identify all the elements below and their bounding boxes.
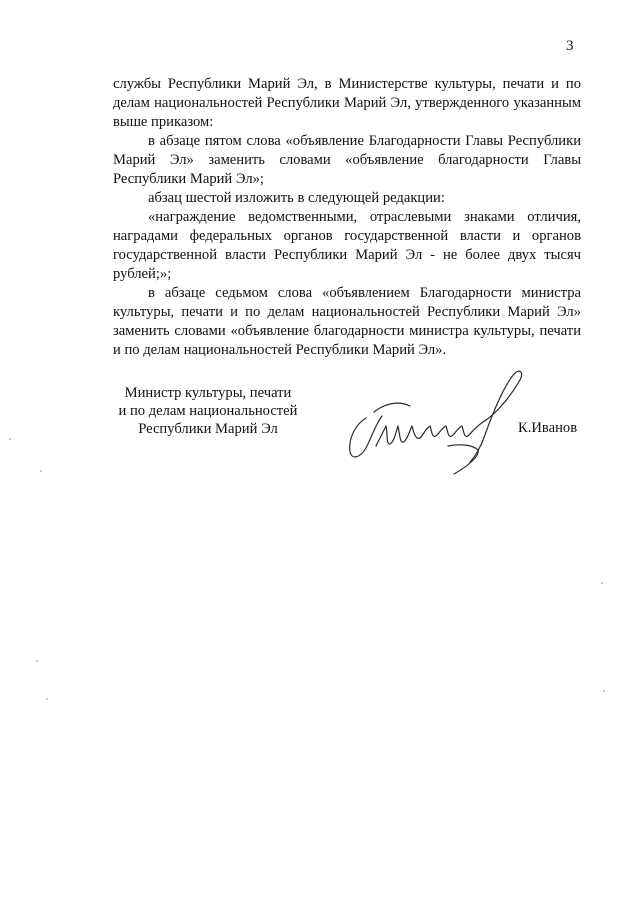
paragraph-amendment-fifth: в абзаце пятом слова «объявление Благодарности Главы Республики Марий Эл» заменить словами «объявление благодарности Главы Республики Марий Эл»; <box>113 133 581 187</box>
position-line: и по делам национальностей <box>118 403 298 419</box>
scan-speck <box>46 698 48 700</box>
handwritten-signature <box>336 360 526 485</box>
scan-speck <box>36 660 38 662</box>
page-number: 3 <box>566 38 574 54</box>
paragraph-amendment-seventh: в абзаце седьмом слова «объявлением Благодарности министра культуры, печати и по делам национальностей Республики Марий Эл» заменить словами «объявление благодарности министра культуры, печати и по делам национальностей Республики Марий Эл». <box>113 285 581 358</box>
position-line: Министр культуры, печати <box>124 385 292 401</box>
paragraph-continuation: службы Республики Марий Эл, в Министерстве культуры, печати и по делам национальностей Республики Марий Эл, утвержденного указанным выше приказом: <box>113 76 581 130</box>
scan-speck <box>603 690 605 692</box>
scan-speck <box>9 438 11 440</box>
signer-name: К.Иванов <box>518 420 578 436</box>
position-line: Республики Марий Эл <box>138 421 278 437</box>
document-body <box>113 75 581 360</box>
scan-speck <box>601 582 603 584</box>
scan-speck <box>40 470 42 472</box>
signatory-position <box>103 384 313 438</box>
paragraph-amendment-sixth-text: «награждение ведомственными, отраслевыми знаками отличия, наградами федеральных органов государственной власти и органов государственной власти Республики Марий Эл - не более двух тысяч рублей;»; <box>113 209 581 282</box>
paragraph-amendment-sixth-intro: абзац шестой изложить в следующей редакции: <box>148 190 445 206</box>
